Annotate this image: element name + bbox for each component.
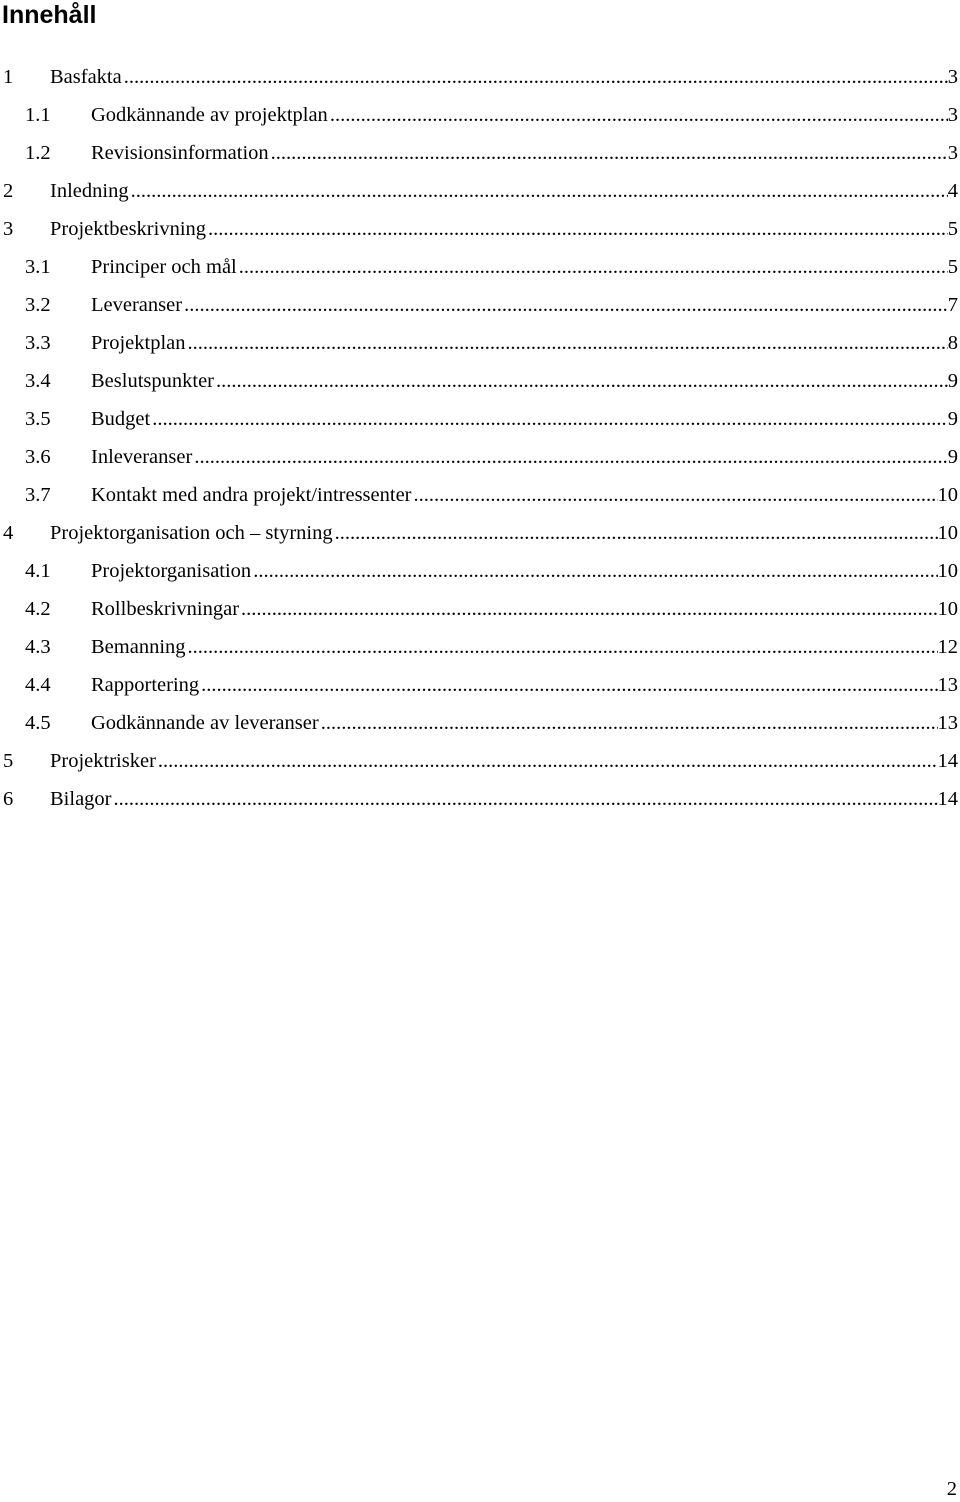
toc-entry-title: Kontakt med andra projekt/intressenter — [91, 484, 412, 506]
toc-dot-leader — [124, 58, 948, 96]
toc-entry-page: 8 — [947, 332, 958, 354]
toc-entry[interactable] — [0, 362, 960, 400]
toc-entry-page: 10 — [937, 560, 958, 582]
toc-entry[interactable] — [0, 628, 960, 666]
toc-entry-title: Rollbeskrivningar — [91, 598, 240, 620]
toc-entry[interactable] — [0, 172, 960, 210]
toc-entry-number: 4.4 — [25, 674, 51, 696]
toc-entry-page: 3 — [947, 104, 958, 126]
toc-dot-leader — [188, 628, 938, 666]
toc-entry[interactable] — [0, 248, 960, 286]
toc-dot-leader — [131, 172, 948, 210]
toc-entry-number: 6 — [3, 788, 14, 810]
toc-entry[interactable] — [0, 96, 960, 134]
toc-entry-title: Projektbeskrivning — [50, 218, 207, 240]
toc-entry-number: 2 — [3, 180, 14, 202]
toc-entry[interactable] — [0, 286, 960, 324]
toc-entry[interactable] — [0, 210, 960, 248]
toc-entry[interactable] — [0, 742, 960, 780]
toc-entry-page: 3 — [947, 66, 958, 88]
toc-entry-page: 10 — [937, 598, 958, 620]
toc-dot-leader — [194, 438, 947, 476]
toc-entry-number: 4.5 — [25, 712, 51, 734]
toc-dot-leader — [330, 96, 948, 134]
toc-entry[interactable] — [0, 400, 960, 438]
toc-entry-number: 3.6 — [25, 446, 51, 468]
toc-entry-title: Beslutspunkter — [91, 370, 214, 392]
toc-dot-leader — [152, 400, 948, 438]
toc-entry-number: 5 — [3, 750, 14, 772]
toc-entry-title: Principer och mål — [91, 256, 237, 278]
toc-heading: Innehåll — [2, 1, 97, 29]
toc-entry-number: 3.3 — [25, 332, 51, 354]
toc-entry-title: Revisionsinformation — [91, 142, 269, 164]
toc-dot-leader — [335, 514, 938, 552]
toc-dot-leader — [201, 666, 937, 704]
toc-entry-page: 3 — [947, 142, 958, 164]
toc-entry-page: 9 — [947, 446, 958, 468]
toc-entry-page: 13 — [937, 674, 958, 696]
toc-entry-number: 3 — [3, 218, 14, 240]
toc-entry[interactable] — [0, 58, 960, 96]
toc-entry-title: Godkännande av leveranser — [91, 712, 319, 734]
toc-dot-leader — [188, 324, 948, 362]
toc-entry-number: 3.4 — [25, 370, 51, 392]
toc-dot-leader — [414, 476, 938, 514]
toc-entry-title: Leveranser — [91, 294, 183, 316]
toc-entry-page: 14 — [937, 750, 958, 772]
toc-dot-leader — [158, 742, 938, 780]
toc-entry-page: 9 — [947, 408, 958, 430]
toc-dot-leader — [239, 248, 948, 286]
toc-entry-number: 4.3 — [25, 636, 51, 658]
toc-dot-leader — [253, 552, 937, 590]
toc-dot-leader — [208, 210, 948, 248]
toc-entry-number: 3.1 — [25, 256, 51, 278]
toc-entry-number: 3.2 — [25, 294, 51, 316]
toc-entry-title: Inledning — [50, 180, 129, 202]
toc-entry-title: Projektorganisation — [91, 560, 252, 582]
toc-entry-page: 5 — [947, 218, 958, 240]
toc-entry-number: 4 — [3, 522, 14, 544]
toc-entry-title: Bemanning — [91, 636, 186, 658]
toc-entry-number: 1.2 — [25, 142, 51, 164]
toc-entry[interactable] — [0, 780, 960, 818]
toc-dot-leader — [271, 134, 948, 172]
page-number: 2 — [946, 1478, 957, 1500]
toc-entry-number: 1.1 — [25, 104, 51, 126]
toc-entry[interactable] — [0, 590, 960, 628]
toc-entry-title: Inleveranser — [91, 446, 193, 468]
toc-entry-page: 14 — [937, 788, 958, 810]
toc-entry-number: 3.7 — [25, 484, 51, 506]
toc-entry[interactable] — [0, 514, 960, 552]
toc-entry-number: 4.2 — [25, 598, 51, 620]
toc-entry-page: 9 — [947, 370, 958, 392]
toc-entry-title: Projektrisker — [50, 750, 156, 772]
toc-entry-title: Basfakta — [50, 66, 122, 88]
toc-entry-title: Rapportering — [91, 674, 200, 696]
toc-entry[interactable] — [0, 476, 960, 514]
toc-dot-leader — [321, 704, 938, 742]
toc-entry-title: Budget — [91, 408, 151, 430]
toc-dot-leader — [216, 362, 948, 400]
table-of-contents — [0, 58, 960, 818]
toc-entry[interactable] — [0, 134, 960, 172]
toc-entry[interactable] — [0, 666, 960, 704]
toc-entry-title: Bilagor — [50, 788, 112, 810]
toc-entry-page: 4 — [947, 180, 958, 202]
toc-entry-page: 7 — [947, 294, 958, 316]
toc-entry-page: 13 — [937, 712, 958, 734]
toc-entry[interactable] — [0, 704, 960, 742]
toc-entry[interactable] — [0, 438, 960, 476]
toc-entry-page: 10 — [937, 484, 958, 506]
toc-entry-title: Projektorganisation och – styrning — [50, 522, 333, 544]
toc-entry-title: Projektplan — [91, 332, 186, 354]
toc-dot-leader — [241, 590, 937, 628]
toc-dot-leader — [114, 780, 938, 818]
toc-entry-number: 4.1 — [25, 560, 51, 582]
toc-entry-title: Godkännande av projektplan — [91, 104, 328, 126]
toc-entry[interactable] — [0, 552, 960, 590]
toc-entry-page: 5 — [947, 256, 958, 278]
toc-entry-page: 10 — [937, 522, 958, 544]
toc-entry-number: 1 — [3, 66, 14, 88]
toc-entry[interactable] — [0, 324, 960, 362]
toc-dot-leader — [184, 286, 948, 324]
toc-entry-page: 12 — [937, 636, 958, 658]
toc-entry-number: 3.5 — [25, 408, 51, 430]
